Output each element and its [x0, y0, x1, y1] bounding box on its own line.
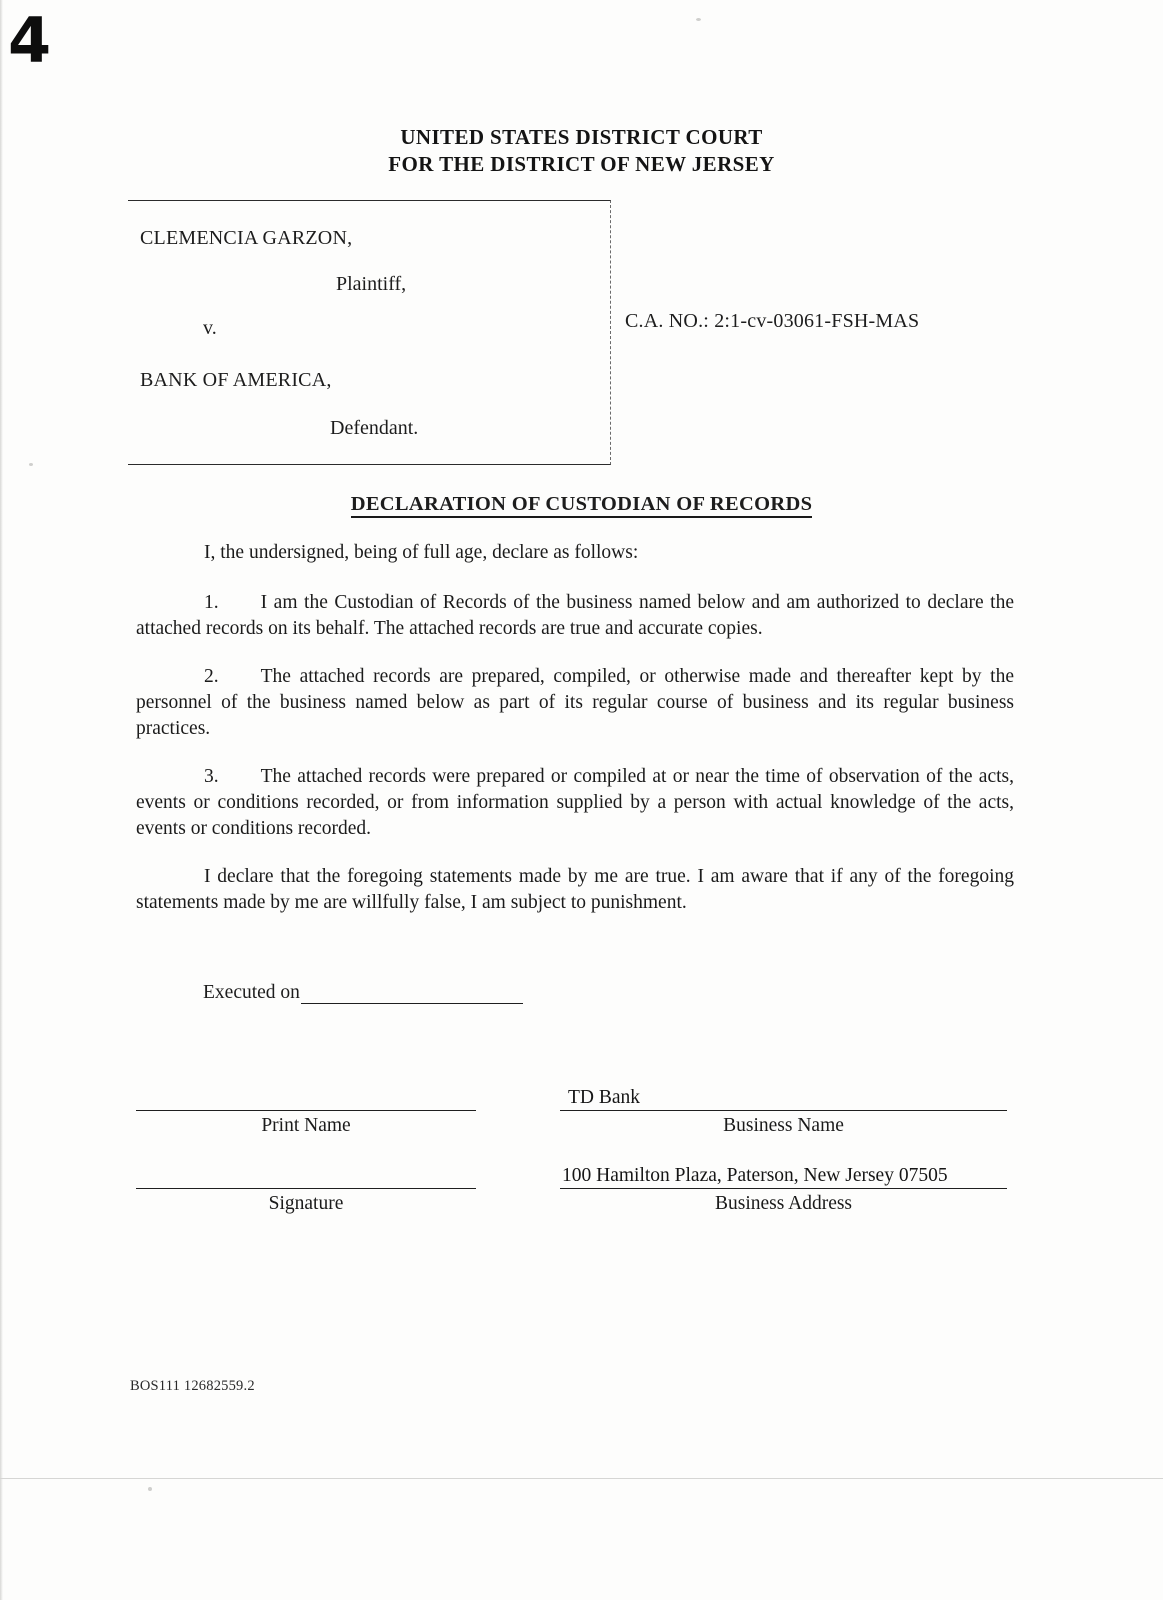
paragraph-1-text: I am the Custodian of Records of the business named below and am authorized to declare the attached records on its behalf. The attached records are true and accurate copies. — [136, 592, 1014, 639]
defendant-role-label: Defendant. — [330, 417, 419, 439]
scan-speck — [696, 18, 701, 21]
scan-edge-bottom — [0, 1478, 1163, 1479]
signature-rule — [136, 1188, 476, 1189]
print-name-rule — [136, 1110, 476, 1111]
document-title — [0, 493, 1163, 516]
signature-caption: Signature — [268, 1193, 344, 1214]
page-title: DECLARATION OF CUSTODIAN OF RECORDS — [351, 493, 813, 518]
paragraph-2-number: 2. — [204, 666, 219, 687]
paragraph-3 — [136, 764, 1014, 842]
court-header — [0, 124, 1163, 178]
paragraph-3-number: 3. — [204, 766, 219, 787]
business-address-rule — [560, 1188, 1007, 1189]
versus-marker: v. — [203, 317, 217, 339]
print-name-field[interactable] — [136, 1110, 476, 1111]
signature-field-group — [136, 1188, 476, 1215]
signature-field[interactable] — [136, 1188, 476, 1189]
business-name-rule — [560, 1110, 1007, 1111]
business-address-field-group — [560, 1165, 1007, 1215]
case-number: C.A. NO.: 2:1-cv-03061-FSH-MAS — [625, 310, 920, 332]
plaintiff-name: CLEMENCIA GARZON, — [140, 227, 353, 249]
scan-edge-left — [0, 0, 3, 1600]
paragraph-2 — [136, 664, 1014, 742]
business-address-caption: Business Address — [714, 1193, 853, 1214]
plaintiff-role-label: Plaintiff, — [336, 273, 407, 295]
executed-on-label: Executed on — [203, 982, 300, 1003]
court-name-line-1: UNITED STATES DISTRICT COURT — [400, 125, 763, 149]
print-name-field-group — [136, 1110, 476, 1137]
business-name-caption: Business Name — [723, 1115, 844, 1136]
paragraph-1 — [136, 590, 1014, 642]
court-name-line-2: FOR THE DISTRICT OF NEW JERSEY — [388, 152, 775, 176]
paragraph-1-number: 1. — [204, 592, 219, 613]
defendant-name: BANK OF AMERICA, — [140, 369, 332, 391]
business-address-value: 100 Hamilton Plaza, Paterson, New Jersey 07505 — [562, 1165, 948, 1186]
footer-reference-number: BOS111 12682559.2 — [130, 1378, 255, 1394]
business-address-field[interactable] — [560, 1165, 1007, 1189]
declaration-closing-text: I declare that the foregoing statements made by me are true. I am aware that if any of the foregoing statements made by me are willfully false, I am subject to punishment. — [136, 866, 1014, 913]
paragraph-3-text: The attached records were prepared or compiled at or near the time of observation of the acts, events or conditions recorded, or from information supplied by a person with actual knowledge of the acts, events or conditions recorded. — [136, 766, 1014, 839]
executed-on-date-field[interactable] — [301, 986, 523, 1004]
declaration-lead-text: I, the undersigned, being of full age, declare as follows: — [204, 542, 639, 563]
executed-on-row — [203, 982, 523, 1004]
scan-speck — [29, 463, 33, 466]
print-name-caption: Print Name — [261, 1115, 351, 1136]
paragraph-2-text: The attached records are prepared, compiled, or otherwise made and thereafter kept by the personnel of the business named below as part of its regular course of business and its regular business practices. — [136, 666, 1014, 739]
business-name-field[interactable] — [560, 1087, 1007, 1111]
business-name-value: TD Bank — [568, 1087, 641, 1108]
business-name-field-group — [560, 1087, 1007, 1137]
exhibit-number-stamp: 4 — [8, 4, 51, 77]
case-caption-box — [128, 200, 611, 465]
scan-speck — [148, 1487, 152, 1491]
